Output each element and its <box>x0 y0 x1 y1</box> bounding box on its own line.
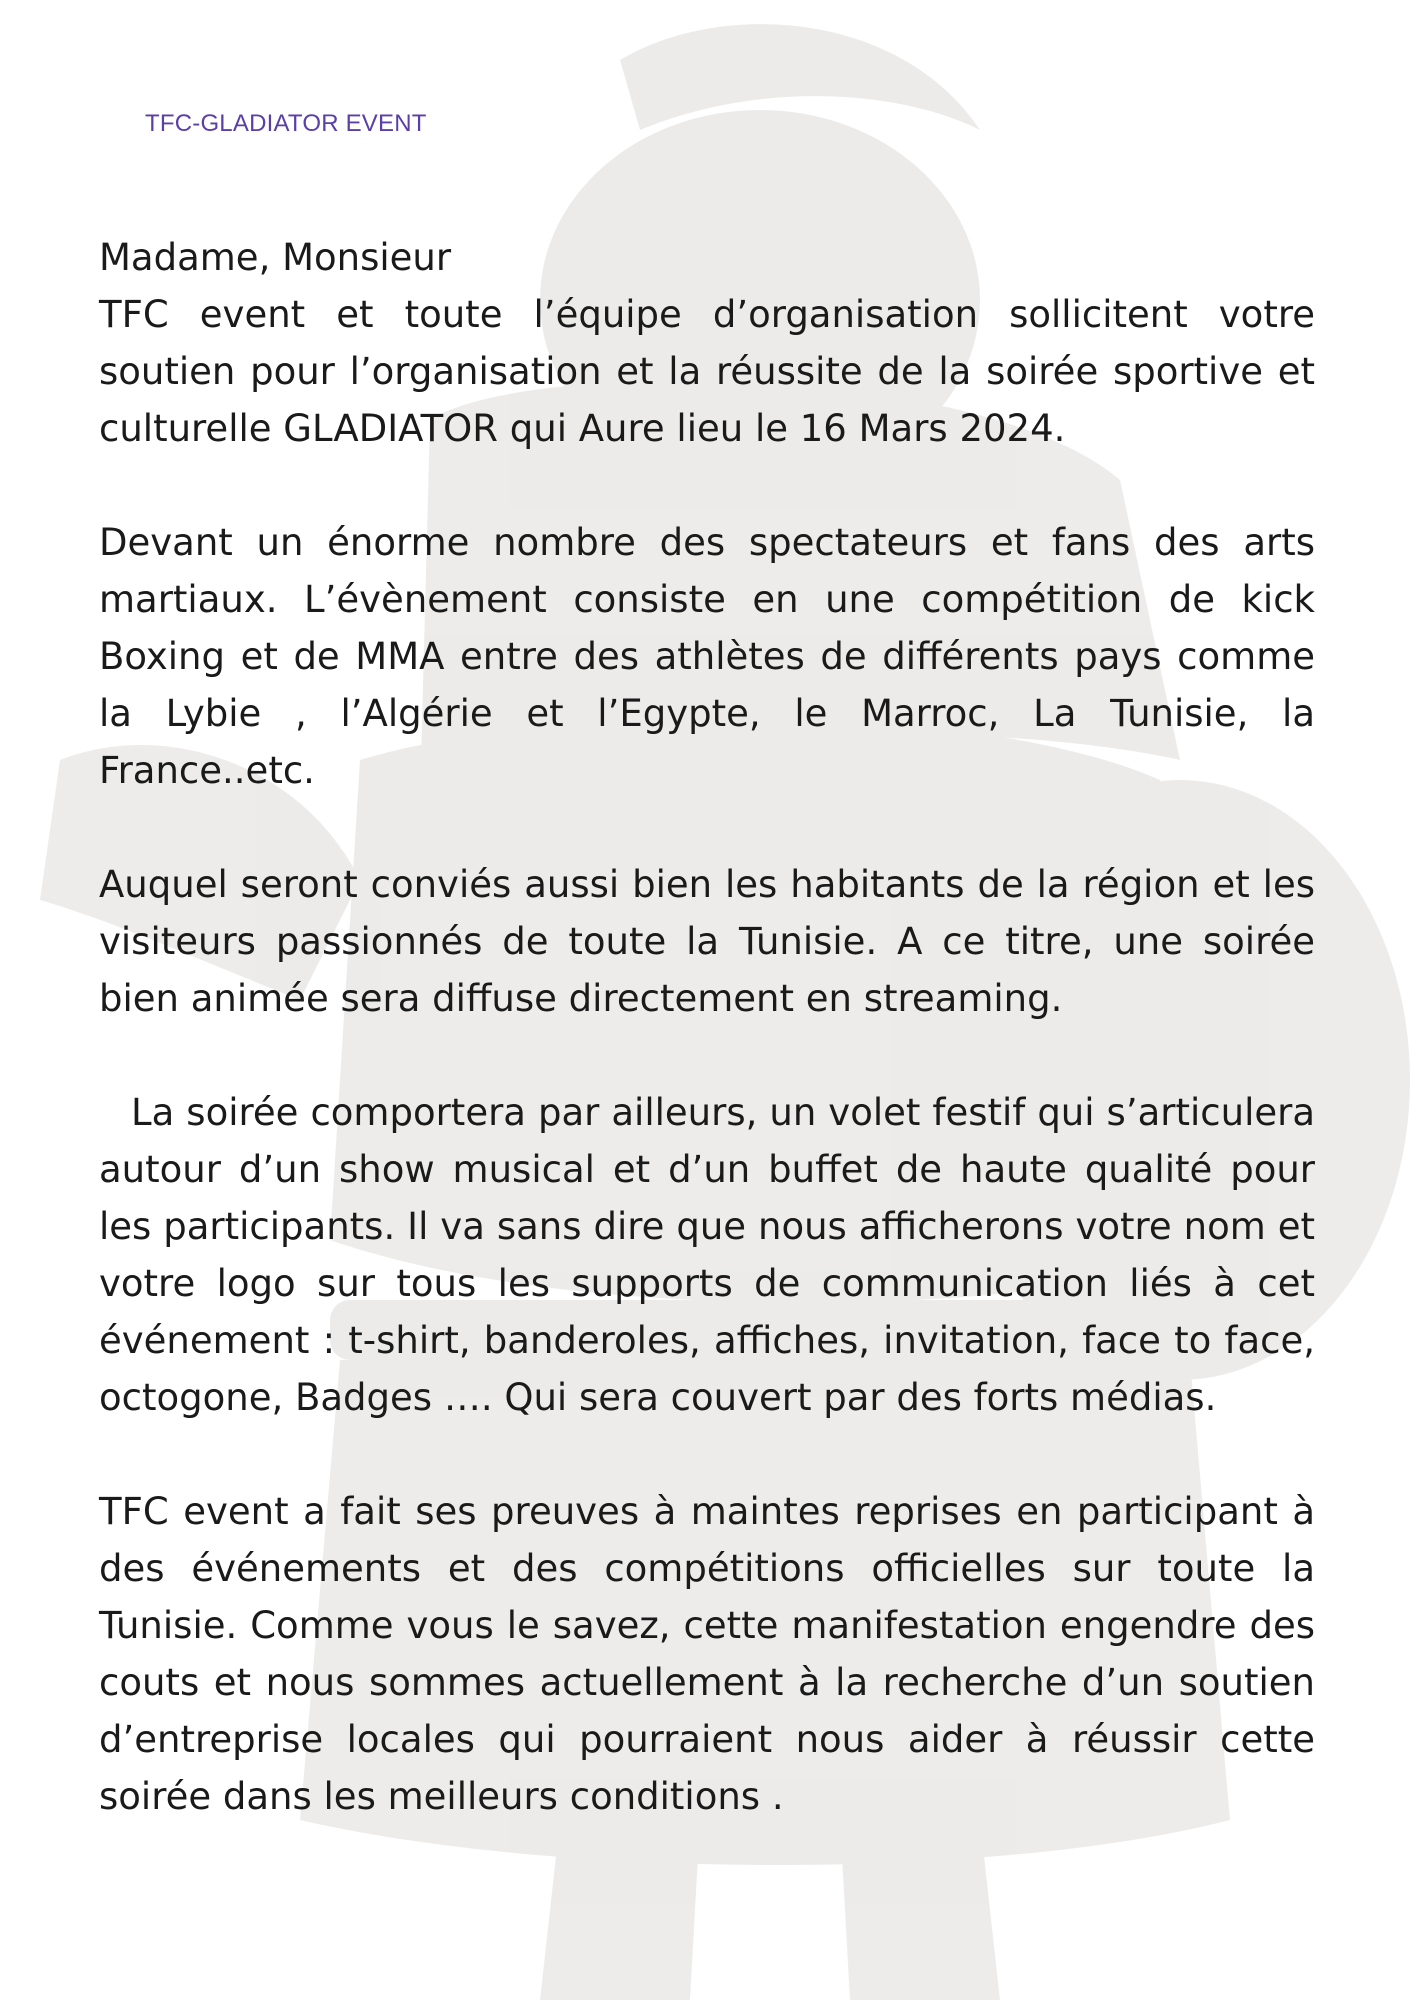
letter-paragraph: Auquel seront conviés aussi bien les habitants de la région et les visiteurs passionnés de toute la Tunisie. A ce titre, une soirée bien animée sera diffuse directement en streaming. <box>99 863 1315 1020</box>
letter-paragraph: TFC event a fait ses preuves à maintes reprises en participant à des événements et des compétitions officielles sur toute la Tunisie. Comme vous le savez, cette manifestation engendre des couts et nous sommes actuellement à la recherche d’un soutien d’entreprise locales qui pourraient nous aider à réussir cette soirée dans les meilleurs conditions . <box>99 1490 1315 1818</box>
letter-paragraph: La soirée comportera par ailleurs, un volet festif qui s’articulera autour d’un show musical et d’un buffet de haute qualité pour les participants. Il va sans dire que nous afficherons votre nom et votre logo sur tous les supports de communication liés à cet événement : t-shirt, banderoles, affiches, invitation, face to face, octogone, Badges …. Qui sera couvert par des forts médias. <box>99 1091 1315 1419</box>
letter-paragraph: TFC event et toute l’équipe d’organisation sollicitent votre soutien pour l’organisation et la réussite de la soirée sportive et culturelle GLADIATOR qui Aure lieu le 16 Mars 2024. <box>99 293 1315 450</box>
letter-body <box>99 229 1315 1825</box>
letter-greeting: Madame, Monsieur <box>99 236 452 279</box>
event-header-tag: TFC-GLADIATOR EVENT <box>145 110 427 137</box>
letter-paragraph: Devant un énorme nombre des spectateurs et fans des arts martiaux. L’évènement consiste en une compétition de kick Boxing et de MMA entre des athlètes de différents pays comme la Lybie , l’Algérie et l’Egypte, le Marroc, La Tunisie, la France..etc. <box>99 521 1315 792</box>
